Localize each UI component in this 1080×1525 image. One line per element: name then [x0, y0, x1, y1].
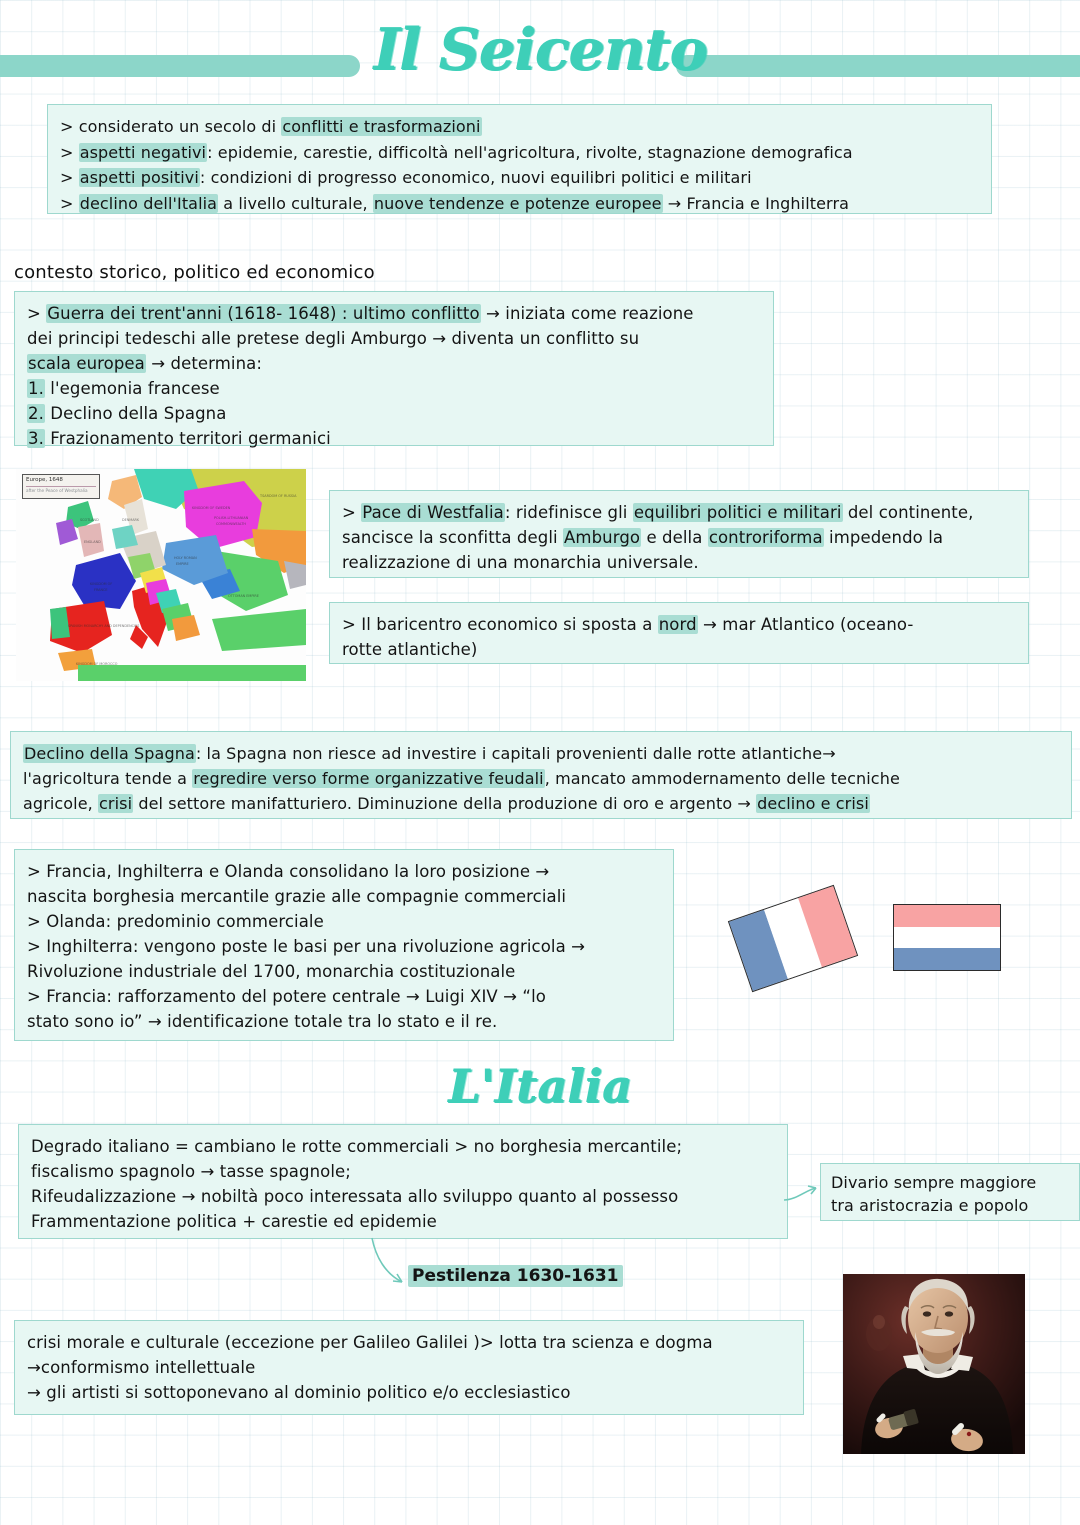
bullet-marker: >: [27, 937, 47, 956]
note-line: [31, 1184, 775, 1209]
note-text: Il baricentro economico si sposta a: [361, 615, 658, 634]
note-line: [831, 1171, 1069, 1194]
europe-1648-map: [16, 469, 306, 681]
svg-text:SCOTLAND: SCOTLAND: [80, 518, 99, 522]
guerra-trentanni-note-box: [14, 291, 774, 446]
note-text: considerato un secolo di: [78, 117, 282, 136]
note-line: [31, 1209, 775, 1234]
note-text: del continente,: [842, 503, 974, 522]
note-text: stato sono io” → identificazione totale tra lo stato e il re.: [27, 1012, 498, 1031]
note-text: crisi morale e culturale (eccezione per Galileo Galilei )> lotta tra scienza e dogma: [27, 1333, 713, 1352]
map-legend: [22, 474, 100, 499]
note-text: Divario sempre maggiore: [831, 1173, 1037, 1192]
bullet-marker: >: [60, 193, 79, 213]
galileo-galilei-portrait: [843, 1274, 1025, 1454]
note-text: Rivoluzione industriale del 1700, monarchia costituzionale: [27, 962, 516, 981]
note-text: rotte atlantiche): [342, 640, 478, 659]
note-line: [342, 637, 1016, 662]
svg-text:KINGDOM OF: KINGDOM OF: [90, 582, 113, 586]
highlighted-text: 2.: [28, 404, 44, 423]
highlighted-text: conflitti e trasformazioni: [282, 117, 481, 136]
note-line: [31, 1134, 775, 1159]
svg-text:HOLY ROMAN: HOLY ROMAN: [174, 556, 197, 560]
note-line: [831, 1194, 1069, 1217]
note-line: [31, 1159, 775, 1184]
pace-di-westfalia-note-box: [329, 490, 1029, 578]
note-line: [27, 959, 661, 984]
note-line: [60, 165, 979, 191]
note-text: nascita borghesia mercantile grazie alle compagnie commerciali: [27, 887, 567, 906]
note-text: : condizioni di progresso economico, nuovi equilibri politici e militari: [199, 168, 752, 187]
note-text: tra aristocrazia e popolo: [831, 1196, 1029, 1215]
note-text: : la Spagna non riesce ad investire i capitali provenienti dalle rotte atlantiche→: [195, 744, 836, 763]
highlighted-text: declino dell'Italia: [79, 193, 218, 213]
note-line: [342, 612, 1016, 637]
note-text: : ridefinisce gli: [504, 503, 633, 522]
note-text: : epidemie, carestie, difficoltà nell'agricoltura, rivolte, stagnazione demografica: [207, 142, 853, 162]
note-line: [27, 859, 661, 884]
svg-text:FRANCE: FRANCE: [94, 588, 108, 592]
note-line: [23, 766, 1059, 791]
highlighted-text: Amburgo: [564, 528, 641, 547]
note-text: sancisce la sconfitta degli: [342, 528, 564, 547]
svg-text:OTTOMAN EMPIRE: OTTOMAN EMPIRE: [228, 594, 259, 598]
bullet-marker: >: [27, 987, 47, 1006]
highlighted-text: nord: [658, 615, 697, 634]
flag-netherlands-band-red: [894, 905, 1000, 927]
page-title: Il Seicento: [373, 16, 707, 83]
highlighted-text: scala europea: [28, 354, 145, 373]
note-line: [27, 401, 761, 426]
map-legend-title: Europe, 1648: [26, 477, 63, 483]
note-text: Francia, Inghilterra e Olanda consolidano la loro posizione →: [46, 862, 550, 881]
note-text: Declino della Spagna: [44, 404, 227, 423]
note-text: realizzazione di una monarchia universale.: [342, 553, 699, 572]
note-text: Inghilterra: vengono poste le basi per una rivoluzione agricola →: [46, 937, 586, 956]
note-line: [60, 114, 979, 140]
pestilenza-label: Pestilenza 1630-1631: [408, 1265, 623, 1287]
note-line: [23, 791, 1059, 816]
note-text: → gli artisti si sottoponevano al dominio politico e/o ecclesiastico: [27, 1383, 571, 1402]
flag-netherlands-band-blue: [894, 948, 1000, 970]
bullet-marker: >: [60, 168, 79, 187]
flag-france-icon: [728, 885, 858, 992]
note-text: Frazionamento territori germanici: [44, 429, 331, 448]
map-legend-subtitle: after the Peace of Westphalia: [26, 486, 96, 494]
note-line: [27, 426, 761, 451]
note-line: [27, 984, 661, 1009]
note-line: [60, 140, 979, 166]
svg-text:POLISH-LITHUANIAN: POLISH-LITHUANIAN: [214, 516, 249, 520]
note-text: Frammentazione politica + carestie ed epidemie: [31, 1212, 437, 1231]
note-text: e della: [641, 528, 708, 547]
note-line: [342, 525, 1016, 550]
baricentro-economico-note-box: [329, 602, 1029, 664]
svg-text:TSARDOM OF RUSSIA: TSARDOM OF RUSSIA: [260, 494, 297, 498]
degrado-italiano-note-box: [18, 1124, 788, 1239]
note-text: → mar Atlantico (oceano-: [697, 615, 914, 634]
highlighted-text: Pace di Westfalia: [362, 503, 504, 522]
note-text: → Francia e Inghilterra: [662, 193, 850, 213]
highlighted-text: 1.: [28, 379, 44, 398]
bullet-marker: >: [27, 912, 47, 931]
section-heading-contesto: contesto storico, politico ed economico: [14, 262, 375, 283]
svg-text:COMMONWEALTH: COMMONWEALTH: [216, 522, 246, 526]
crisi-morale-culturale-note-box: [14, 1320, 804, 1415]
bullet-marker: >: [27, 304, 47, 323]
note-text: agricole,: [23, 794, 99, 813]
note-line: [27, 326, 761, 351]
note-text: Degrado italiano = cambiano le rotte commerciali > no borghesia mercantile;: [31, 1137, 683, 1156]
note-text: l'agricoltura tende a: [23, 769, 193, 788]
note-text: Rifeudalizzazione → nobiltà poco interessata allo sviluppo quanto al possesso: [31, 1187, 679, 1206]
bullet-marker: >: [342, 503, 362, 522]
note-text: impedendo la: [823, 528, 944, 547]
note-text: → iniziata come reazione: [480, 304, 694, 323]
note-text: Francia: rafforzamento del potere centrale → Luigi XIV → “lo: [46, 987, 546, 1006]
note-line: [27, 376, 761, 401]
note-line: [60, 191, 979, 217]
highlighted-text: nuove tendenze e potenze europee: [373, 193, 662, 213]
flag-netherlands-icon: [893, 904, 1001, 971]
note-text: Olanda: predominio commerciale: [46, 912, 324, 931]
note-line: [27, 1355, 791, 1380]
svg-text:KINGDOM OF MOROCCO: KINGDOM OF MOROCCO: [76, 662, 118, 666]
note-line: [342, 500, 1016, 525]
highlighted-text: declino e crisi: [757, 794, 869, 813]
note-line: [27, 1009, 661, 1034]
intro-note-box: [47, 104, 992, 214]
note-text: fiscalismo spagnolo → tasse spagnole;: [31, 1162, 351, 1181]
note-text: a livello culturale,: [218, 193, 373, 213]
svg-text:ENGLAND: ENGLAND: [84, 540, 101, 544]
declino-spagna-note-box: [10, 731, 1072, 819]
note-line: [27, 1380, 791, 1405]
flag-netherlands-band-white: [894, 927, 1000, 949]
svg-text:KINGDOM OF SWEDEN: KINGDOM OF SWEDEN: [192, 506, 231, 510]
highlighted-text: equilibri politici e militari: [633, 503, 842, 522]
note-line: [27, 909, 661, 934]
highlighted-text: 3.: [28, 429, 44, 448]
note-text: dei principi tedeschi alle pretese degli Amburgo → diventa un conflitto su: [27, 329, 640, 348]
highlighted-text: crisi: [99, 794, 133, 813]
note-text: → determina:: [145, 354, 263, 373]
divario-aristocrazia-popolo-note-box: [820, 1163, 1080, 1221]
potenze-europee-note-box: [14, 849, 674, 1041]
svg-text:SPANISH MONARCHY AND DEPENDENC: SPANISH MONARCHY AND DEPENDENCIES: [68, 624, 140, 628]
highlighted-text: Declino della Spagna: [24, 744, 195, 763]
note-line: [27, 1330, 791, 1355]
bullet-marker: >: [27, 862, 47, 881]
note-line: [27, 934, 661, 959]
bullet-marker: >: [60, 117, 79, 136]
note-text: del settore manifatturiero. Diminuzione della produzione di oro e argento →: [133, 794, 757, 813]
section-title-italia: L'Italia: [448, 1059, 632, 1113]
highlighted-text: controriforma: [708, 528, 823, 547]
bullet-marker: >: [60, 142, 79, 162]
highlighted-text: aspetti negativi: [79, 142, 207, 162]
note-line: [27, 351, 761, 376]
note-text: , mancato ammodernamento delle tecniche: [544, 769, 900, 788]
note-text: →conformismo intellettuale: [27, 1358, 256, 1377]
svg-text:EMPIRE: EMPIRE: [176, 562, 189, 566]
note-line: [342, 550, 1016, 575]
highlighted-text: Guerra dei trent'anni (1618- 1648) : ultimo conflitto: [47, 304, 480, 323]
highlighted-text: regredire verso forme organizzative feudali: [193, 769, 544, 788]
note-line: [27, 301, 761, 326]
highlighted-text: aspetti positivi: [79, 168, 199, 187]
svg-text:DENMARK: DENMARK: [122, 518, 140, 522]
note-text: l'egemonia francese: [44, 379, 220, 398]
bullet-marker: >: [342, 615, 362, 634]
note-line: [27, 884, 661, 909]
page-header: [0, 14, 1080, 94]
note-line: [23, 741, 1059, 766]
